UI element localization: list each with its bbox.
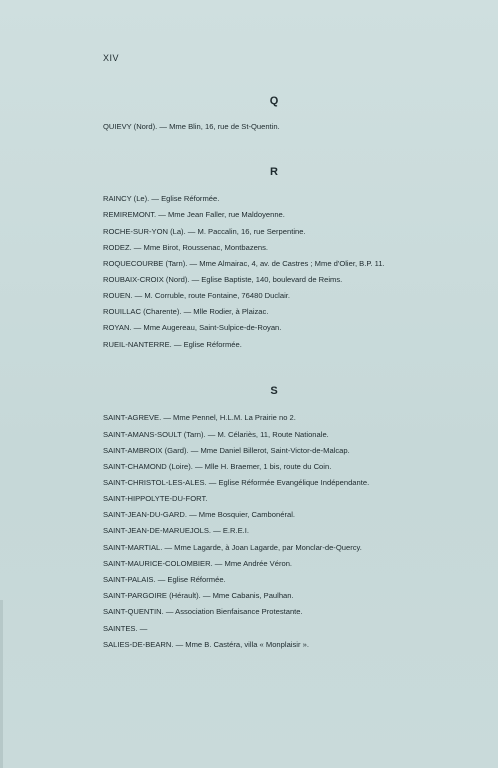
entry-saintes: SAINTES. — (103, 624, 148, 633)
entry-raincy: RAINCY (Le). — Eglise Réformée. (103, 194, 220, 203)
section-letter-r: R (270, 166, 278, 178)
entry-roquecourbe: ROQUECOURBE (Tarn). — Mme Almairac, 4, av. de Castres ; Mme d'Olier, B.P. 11. (103, 259, 385, 268)
page-number: XIV (103, 53, 120, 63)
entry-saint-jean-du-gard: SAINT-JEAN-DU-GARD. — Mme Bosquier, Cambonéral. (103, 510, 296, 519)
entry-rodez: RODEZ. — Mme Birot, Roussenac, Montbazens. (103, 243, 269, 252)
entry-roubaix-croix: ROUBAIX-CROIX (Nord). — Eglise Baptiste, 140, boulevard de Reims. (103, 275, 343, 284)
entry-quievy: QUIEVY (Nord). — Mme Blin, 16, rue de St-Quentin. (103, 122, 280, 131)
section-letter-q: Q (269, 95, 279, 107)
entry-royan: ROYAN. — Mme Augereau, Saint-Sulpice-de-Royan. (103, 323, 282, 332)
entry-saint-chamond: SAINT-CHAMOND (Loire). — Mlle H. Braemer, 1 bis, route du Coin. (103, 462, 332, 471)
entry-saint-amans-soult: SAINT-AMANS-SOULT (Tarn). — M. Célariès, 11, Route Nationale. (103, 430, 329, 439)
entry-salies-de-bearn: SALIES-DE-BEARN. — Mme B. Castéra, villa « Monplaisir ». (103, 640, 309, 649)
entry-saint-martial: SAINT-MARTIAL. — Mme Lagarde, à Joan Lagarde, par Monclar-de-Quercy. (103, 543, 362, 552)
entry-saint-maurice-colombier: SAINT-MAURICE-COLOMBIER. — Mme Andrée Véron. (103, 559, 293, 568)
entry-rueil-nanterre: RUEIL-NANTERRE. — Eglise Réformée. (103, 340, 242, 349)
section-letter-s: S (270, 385, 278, 397)
entry-roche-sur-yon: ROCHE-SUR-YON (La). — M. Paccalin, 16, rue Serpentine. (103, 227, 306, 236)
entry-remiremont: REMIREMONT. — Mme Jean Faller, rue Maldoyenne. (103, 210, 285, 219)
entry-saint-pargoire: SAINT-PARGOIRE (Hérault). — Mme Cabanis, Paulhan. (103, 591, 294, 600)
entry-saint-agreve: SAINT-AGREVE. — Mme Pennel, H.L.M. La Prairie no 2. (103, 413, 296, 422)
entry-saint-ambroix: SAINT-AMBROIX (Gard). — Mme Daniel Billerot, Saint-Victor-de-Malcap. (103, 446, 350, 455)
entry-saint-christol-les-ales: SAINT-CHRISTOL-LES-ALES. — Eglise Réformée Evangélique Indépendante. (103, 478, 370, 487)
entry-saint-palais: SAINT-PALAIS. — Eglise Réformée. (103, 575, 226, 584)
entry-rouen: ROUEN. — M. Corruble, route Fontaine, 76480 Duclair. (103, 291, 290, 300)
entry-saint-quentin: SAINT-QUENTIN. — Association Bienfaisance Protestante. (103, 607, 303, 616)
entry-saint-jean-de-maruejols: SAINT-JEAN-DE-MARUEJOLS. — E.R.E.I. (103, 526, 249, 535)
entry-rouillac: ROUILLAC (Charente). — Mlle Rodier, à Plaizac. (103, 307, 269, 316)
entry-saint-hippolyte-du-fort: SAINT-HIPPOLYTE-DU-FORT. (103, 494, 208, 503)
page-edge-shadow (0, 600, 3, 768)
